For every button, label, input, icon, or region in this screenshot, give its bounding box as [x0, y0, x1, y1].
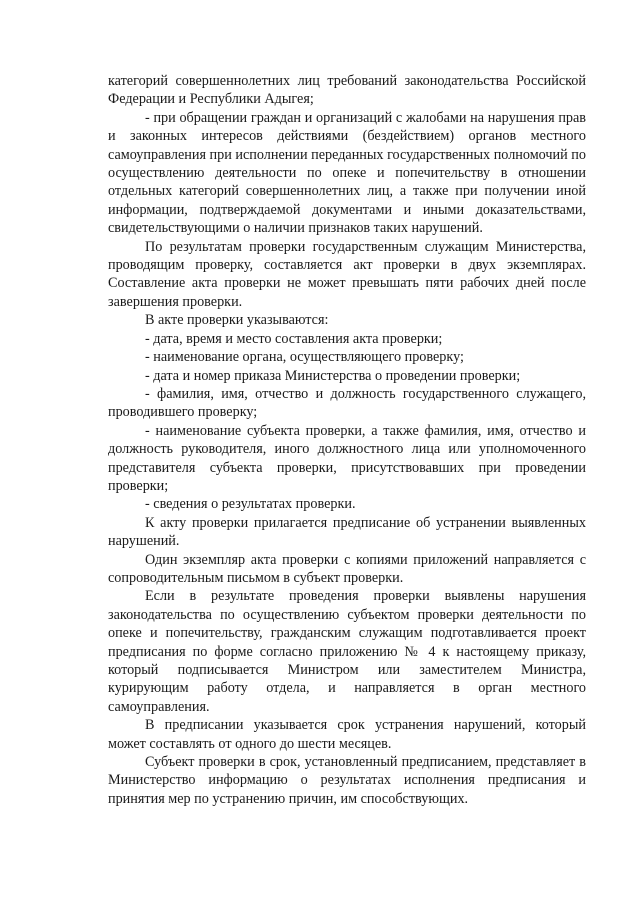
- list-item-organ: - наименование органа, осуществляющего проверку;: [145, 349, 464, 366]
- paragraph-13: Если в результате проведения проверки выявлены нарушения законодательства по осуществлению субъектом проверки деятельности по опеке и попечительству, гражданским служащим подготавливается проект предписания по форме согласно приложению № 4 к настоящему приказу, который подписывается Министром или заместителем Министра, курирующим работу отдела, и направляется в орган местного самоуправления.: [108, 588, 586, 715]
- paragraph-2: - при обращении граждан и организаций с жалобами на нарушения прав и законных интересов действиями (бездействием) органов местного самоуправления при исполнении переданных государственных полномочий по осуществлению деятельности по опеке и попечительству в отношении отдельных категорий совершеннолетних лиц, а также при получении иной информации, подтверждаемой документами и иными доказательствами, свидетельствующими о наличии признаков таких нарушений.: [108, 109, 586, 237]
- paragraph-4: В акте проверки указываются:: [145, 312, 329, 329]
- paragraph-15: Субъект проверки в срок, установленный предписанием, представляет в Министерство информацию о результатах исполнения предписания и принятия мер по устранению причин, им способствующих.: [108, 754, 586, 807]
- paragraph-14: В предписании указывается срок устранения нарушений, который может составлять от одного до шести месяцев.: [108, 717, 586, 752]
- list-item-inspector: - фамилия, имя, отчество и должность государственного служащего, проводившего проверку;: [108, 385, 586, 421]
- paragraph-12: Один экземпляр акта проверки с копиями приложений направляется с сопроводительным письмом в субъект проверки.: [108, 551, 586, 586]
- document-page: [108, 72, 586, 808]
- paragraph-11: К акту проверки прилагается предписание об устранении выявленных нарушений.: [108, 514, 586, 550]
- paragraph-1: категорий совершеннолетних лиц требований законодательства Российской Федерации и Республики Адыгея;: [108, 73, 586, 108]
- list-item-subject: - наименование субъекта проверки, а также фамилия, имя, отчество и должность руководителя, иного должностного лица или уполномоченного представителя субъекта проверки, присутствовавших при проведении проверки;: [108, 422, 586, 494]
- paragraph-3: По результатам проверки государственным служащим Министерства, проводящим проверку, составляется акт проверки в двух экземплярах. Составление акта проверки не может превышать пяти рабочих дней после завершения проверки.: [108, 238, 586, 310]
- list-item-order: - дата и номер приказа Министерства о проведении проверки;: [145, 367, 521, 384]
- list-item-results: - сведения о результатах проверки.: [145, 496, 356, 513]
- list-item-date: - дата, время и место составления акта проверки;: [145, 330, 443, 347]
